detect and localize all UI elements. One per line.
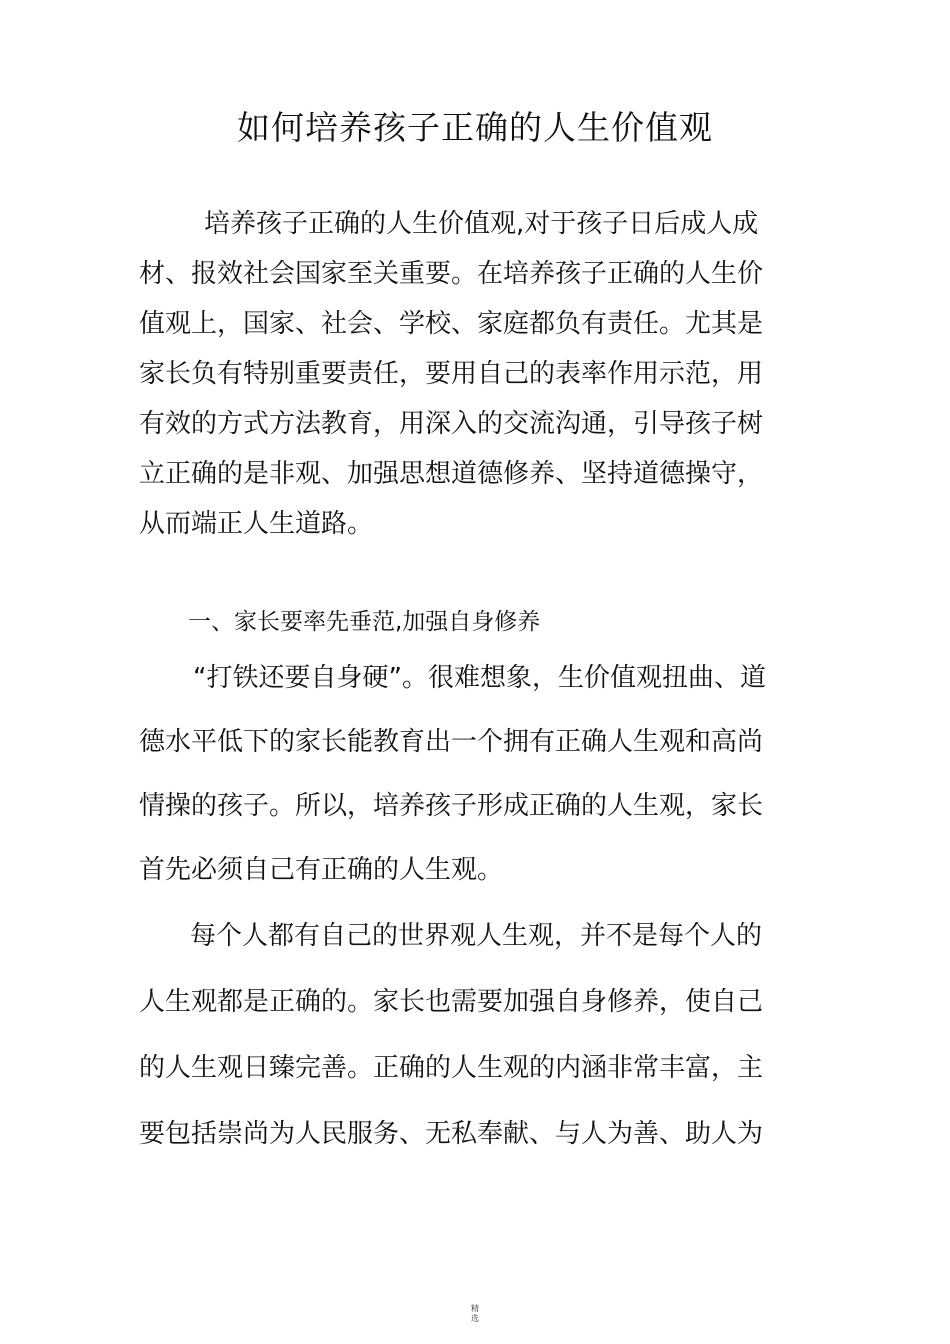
intro-line: 培养孩子正确的人生价值观,对于孩子日后成人成: [204, 209, 759, 239]
document-title: 如何培养孩子正确的人生价值观: [237, 108, 713, 147]
paragraph-line: 情操的孩子。所以，培养孩子形成正确的人生观，家长: [139, 791, 764, 821]
paragraph-line: “打铁还要自身硬”。很难想象，生价值观扭曲、道: [193, 663, 766, 693]
intro-line: 材、报效社会国家至关重要。在培养孩子正确的人生价: [139, 259, 764, 289]
paragraph-line: 要包括崇尚为人民服务、无私奉献、与人为善、助人为: [139, 1119, 764, 1149]
paragraph-line: 的人生观日臻完善。正确的人生观的内涵非常丰富，主: [139, 1053, 764, 1083]
paragraph-line: 德水平低下的家长能教育出一个拥有正确人生观和高尚: [139, 727, 764, 757]
intro-line: 家长负有特别重要责任，要用自己的表率作用示范，用: [139, 359, 764, 389]
footer-line: 选: [471, 1314, 479, 1323]
paragraph-line: 人生观都是正确的。家长也需要加强自身修养，使自己: [139, 987, 764, 1017]
intro-line: 立正确的是非观、加强思想道德修养、坚持道德操守，: [139, 459, 764, 489]
paragraph-line: 首先必须自己有正确的人生观。: [139, 855, 504, 885]
footer-line: 精: [471, 1304, 479, 1313]
intro-line: 有效的方式方法教育，用深入的交流沟通，引导孩子树: [139, 409, 764, 439]
intro-line: 从而端正人生道路。: [139, 509, 374, 539]
section-heading: 一、家长要率先垂范,加强自身修养: [188, 609, 541, 635]
intro-line: 值观上，国家、社会、学校、家庭都负有责任。尤其是: [139, 309, 764, 339]
page-footer-mark: [0, 1304, 950, 1324]
paragraph-line: 每个人都有自己的世界观人生观，并不是每个人的: [190, 921, 763, 951]
